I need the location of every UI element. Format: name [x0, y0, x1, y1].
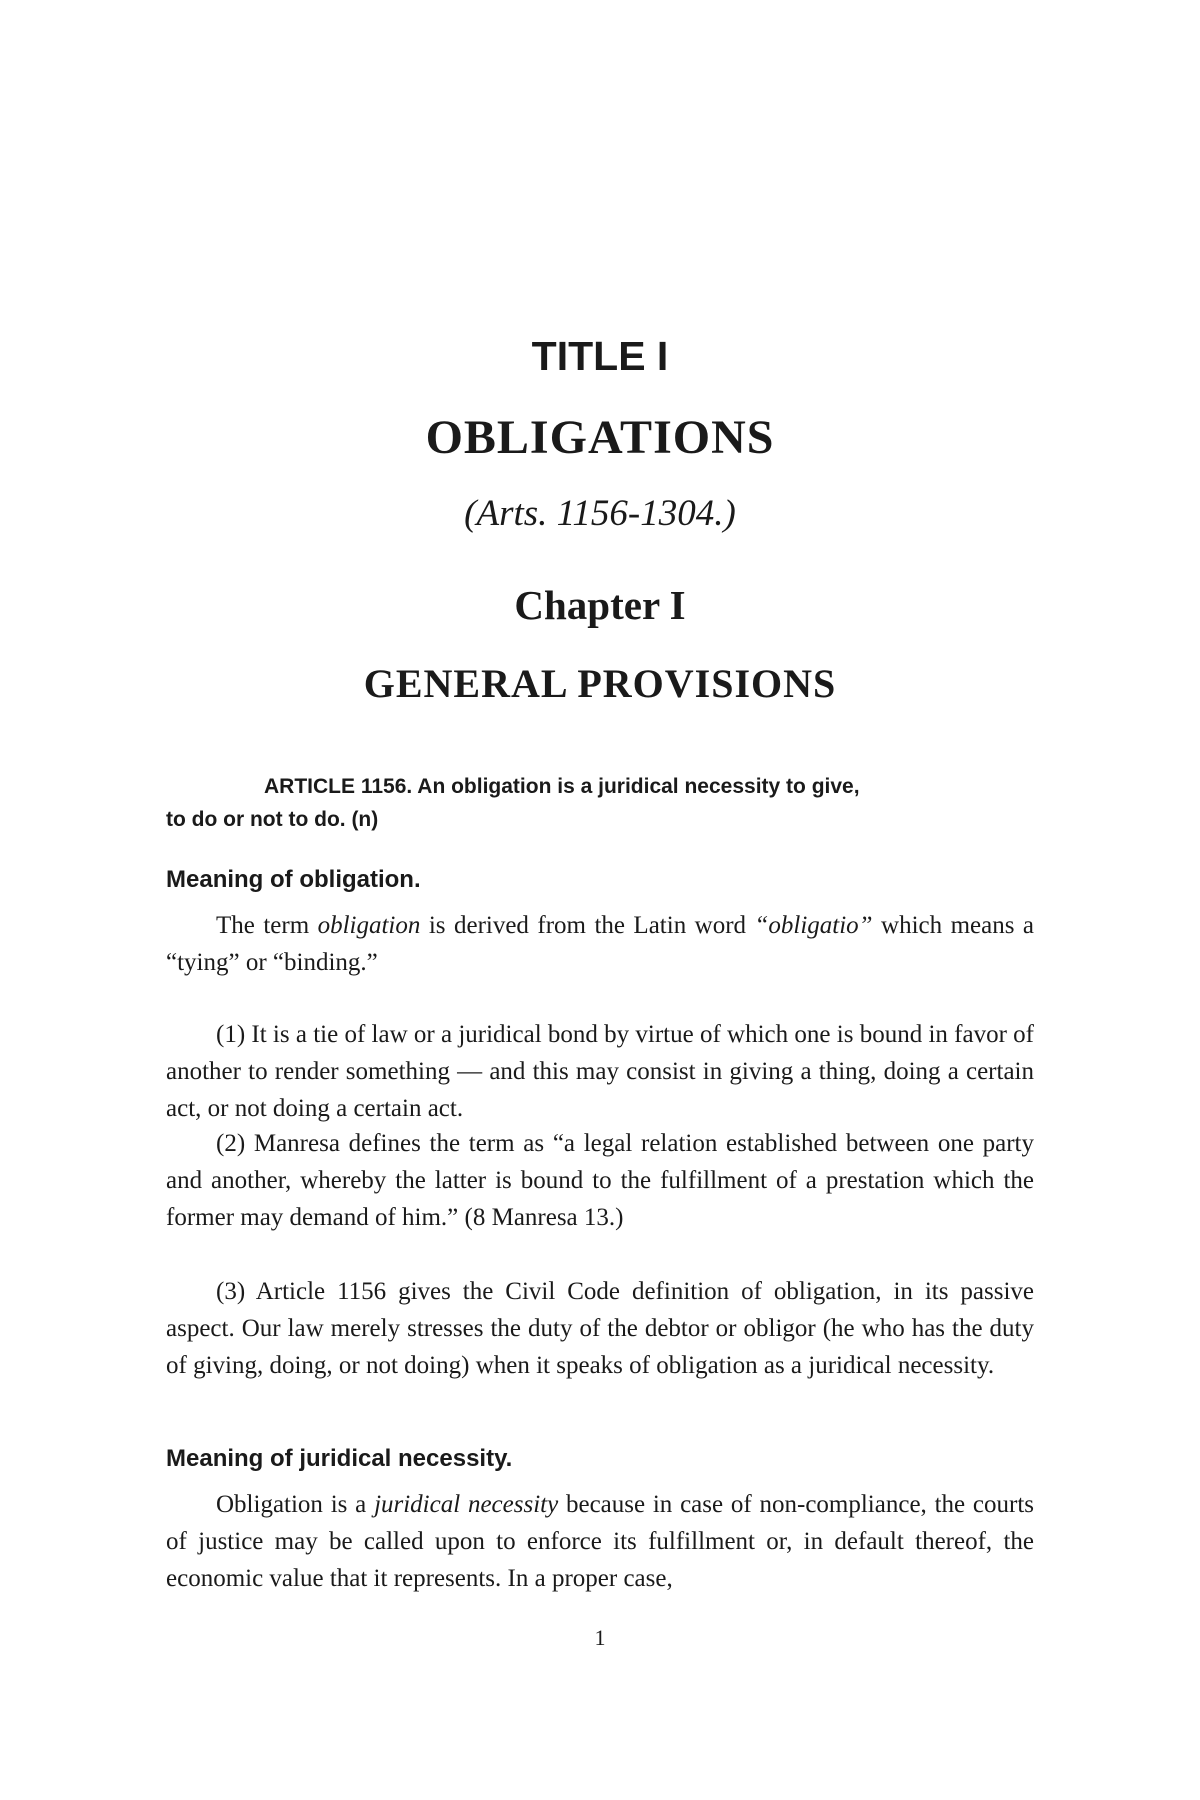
chapter-title: GENERAL PROVISIONS [363, 661, 837, 706]
article-line-2: to do or not to do. (n) [166, 808, 379, 831]
page-number: 1 [594, 1625, 606, 1650]
title-name: OBLIGATIONS [425, 411, 775, 464]
paragraph-point-1: (1) It is a tie of law or a juridical bond by virtue of which one is bound in favor of another to render something — and this may consist in giving a thing, doing a certain act, or not doing a certain act. [166, 1021, 1034, 1122]
title-label: TITLE I [531, 333, 669, 379]
paragraph-term-origin [166, 907, 1034, 981]
text-run: because in case of non-compliance, the courts of justice may be called upon to enforce its fulfillment or, in default thereof, the economic value that it represents. In a proper case, [166, 1491, 1034, 1592]
text-run: is derived from the Latin word [420, 912, 755, 939]
paragraph-point-2: (2) Manresa defines the term as “a legal relation established between one party and another, whereby the latter is bound to the fulfillment of a prestation which the former may demand of him.” (8 Manresa 13.) [166, 1130, 1034, 1231]
section-heading-meaning-of-obligation: Meaning of obligation. [166, 866, 421, 893]
article-line-1: ARTICLE 1156. An obligation is a juridical necessity to give, [264, 775, 860, 798]
text-run: which means a “tying” or “binding.” [166, 912, 1034, 976]
text-run: The term [216, 912, 318, 939]
emphasis-juridical-necessity: juridical necessity [374, 1491, 559, 1518]
emphasis-obligation: obligation [317, 912, 421, 939]
paragraph-point-3: (3) Article 1156 gives the Civil Code definition of obligation, in its passive aspect. Our law merely stresses the duty of the debtor or obligor (he who has the duty of giving, doing, or not doing) when it speaks of obligation as a juridical necessity. [166, 1278, 1034, 1379]
article-1156-text [166, 770, 1034, 836]
title-article-range: (Arts. 1156-1304.) [464, 493, 736, 534]
chapter-label: Chapter I [514, 582, 686, 628]
section-heading-meaning-of-juridical-necessity: Meaning of juridical necessity. [166, 1445, 513, 1472]
paragraph-juridical-necessity [166, 1486, 1034, 1597]
text-run: Obligation is a [216, 1491, 375, 1518]
emphasis-obligatio: “obligatio” [754, 912, 873, 939]
